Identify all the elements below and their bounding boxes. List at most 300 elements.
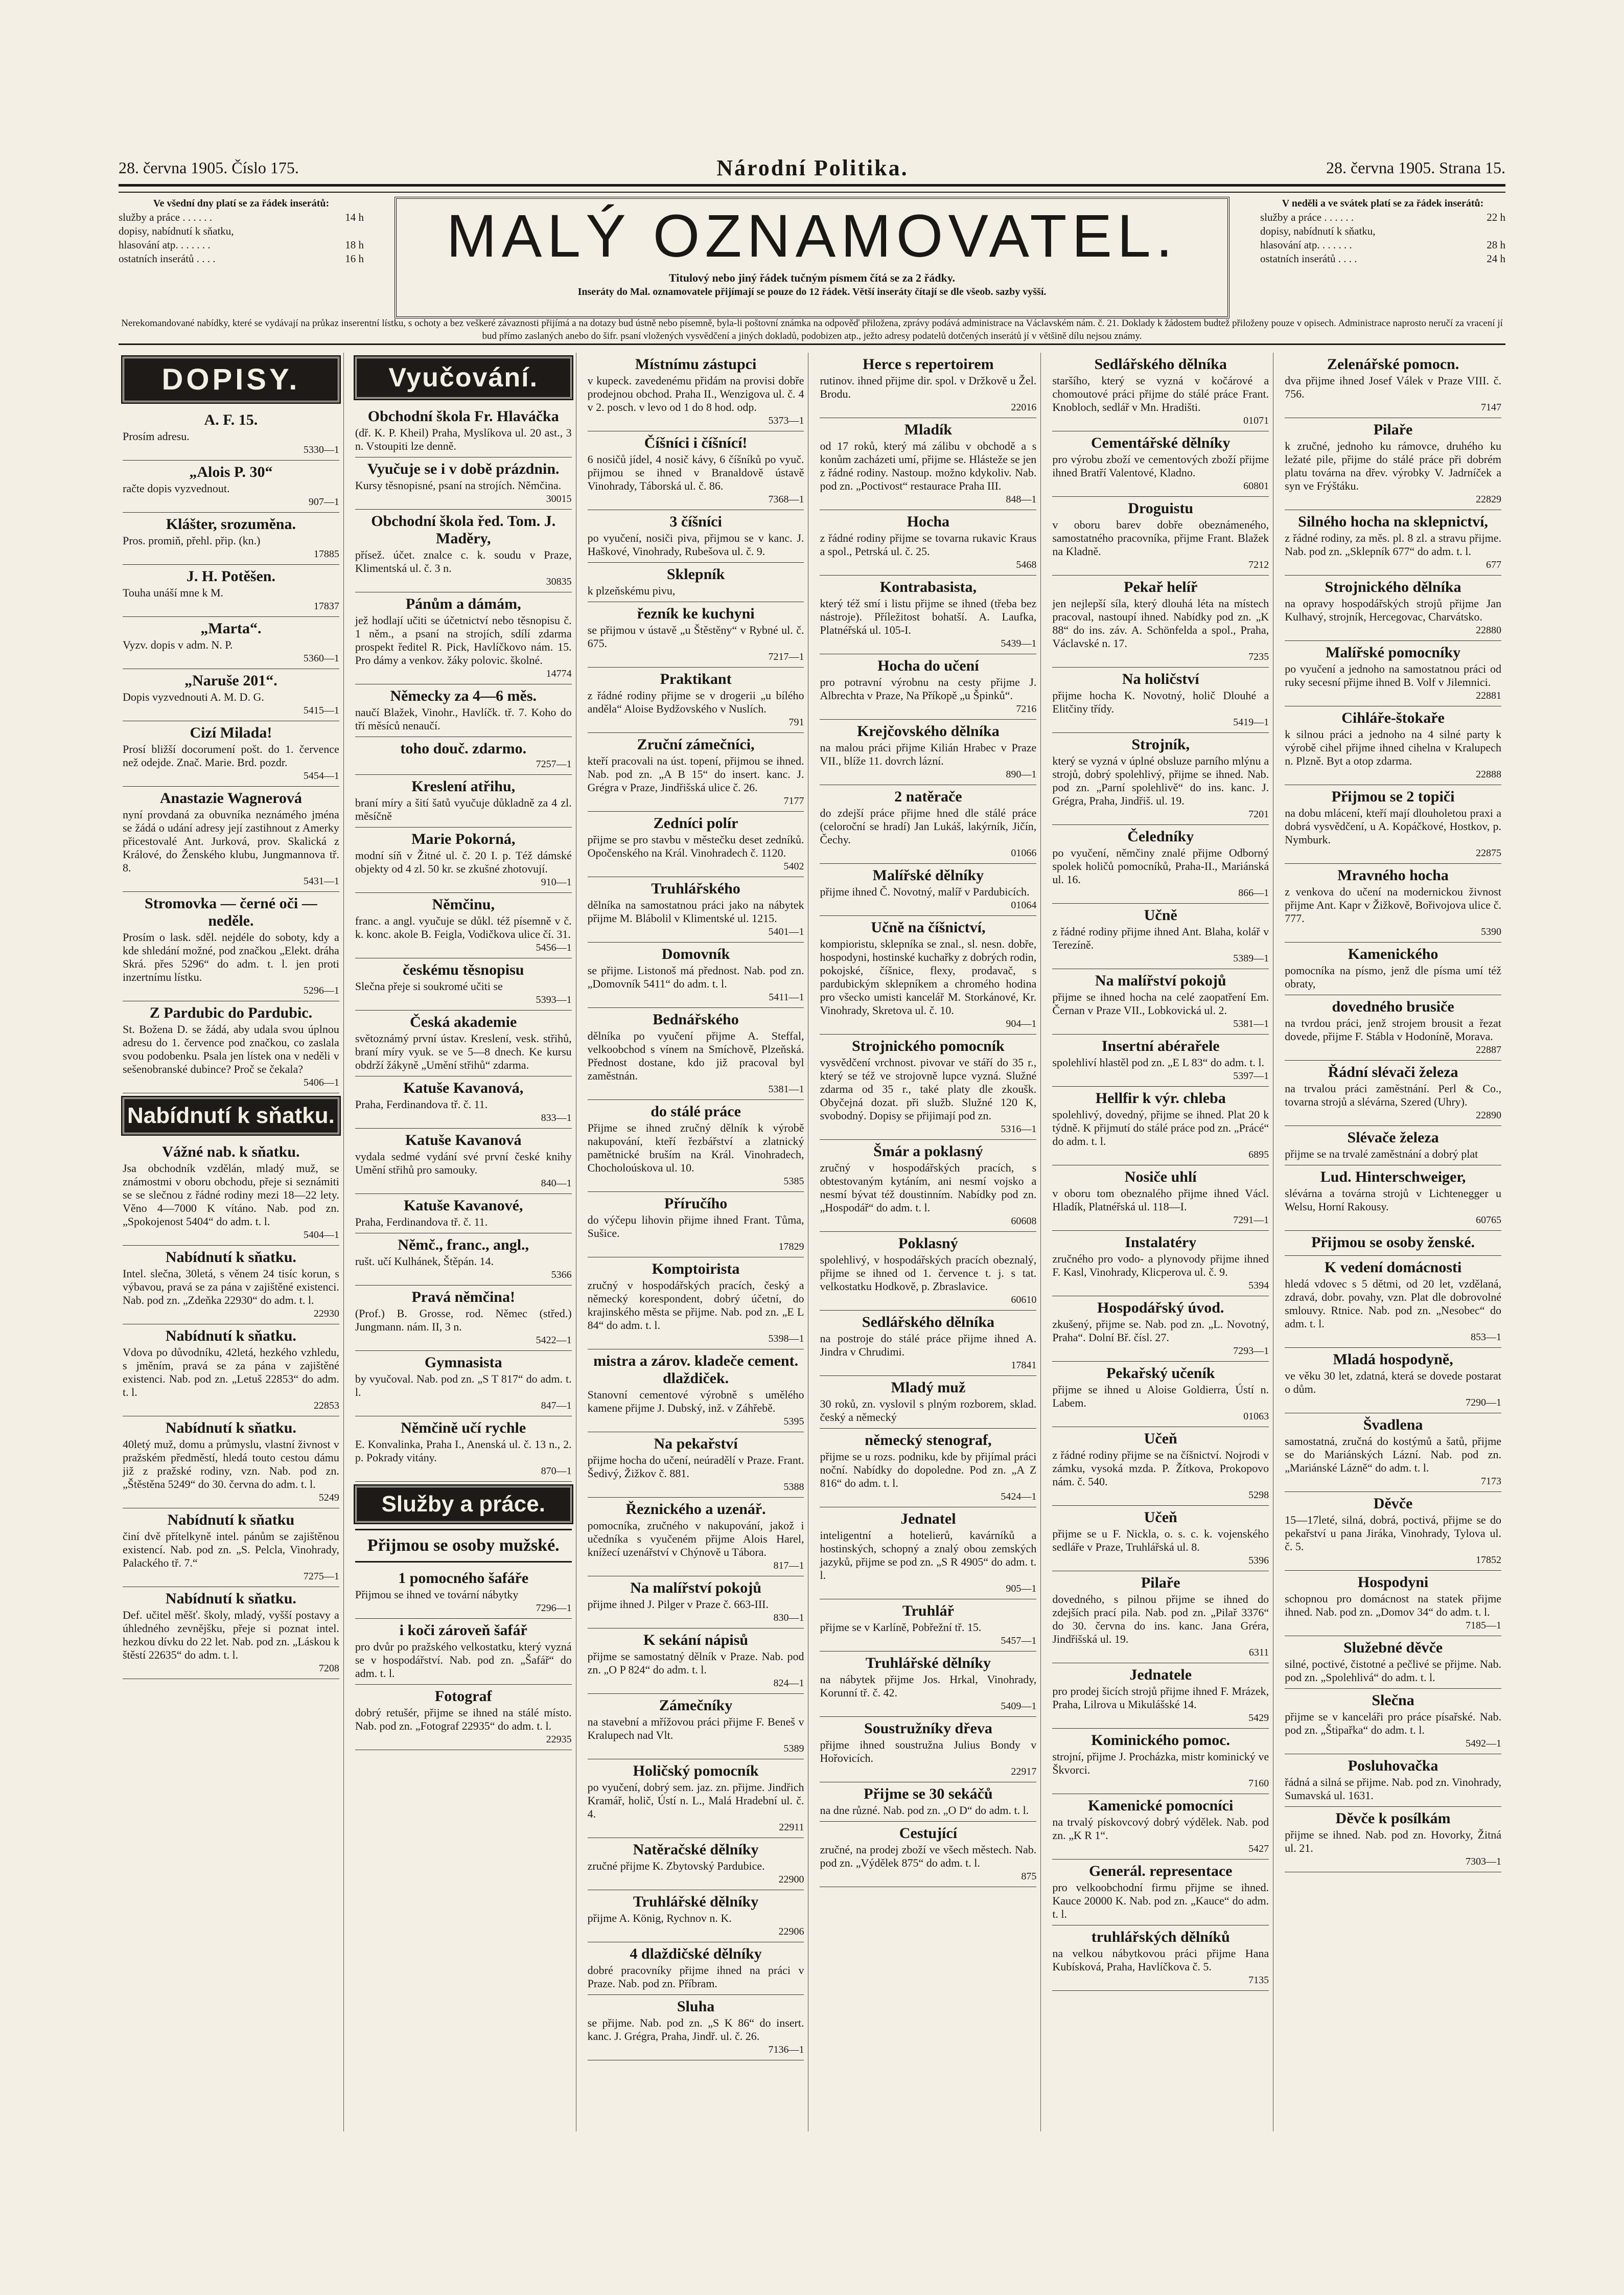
classified-ad [820, 1507, 1036, 1599]
ad-heading: Němčinu, [432, 896, 495, 913]
ad-heading: Slévače železa [1347, 1129, 1439, 1146]
ad-text: přijme se na trvalé zaměstnání a dobrý plat [1285, 1148, 1478, 1160]
ad-text: zručný v hospodářských pracích, český a německý korespondent, dobrý účetní, do krajinského města se přijme. Nab. pod zn. „E L 84“ do adm. t. l. [587, 1279, 804, 1332]
classified-ad [355, 958, 572, 1011]
ad-text: řádná a silná se přijme. Nab. pod zn. Vinohrady, Sumavská ul. 1631. [1285, 1776, 1501, 1802]
ad-code: 60765 [1475, 1214, 1501, 1226]
ad-code: 6311 [1248, 1647, 1269, 1658]
ad-text: 6 nosičů jídel, 4 nosič kávy, 6 číšníků po vyuč. přijmou se ihned v Branaldově ústavě Vinohrady, Táborská ul. č. 86. [587, 453, 804, 492]
ad-heading: Insertní abérařele [1101, 1038, 1220, 1054]
ad-code: 817—1 [773, 1560, 804, 1571]
ad-heading: Učně na číšnictví, [871, 919, 986, 936]
ad-code: 848—1 [1006, 494, 1037, 505]
classified-ad [588, 1576, 804, 1628]
ad-code: 7136—1 [768, 2044, 804, 2055]
ad-text: k silnou práci a jednoho na 4 silné party k výrobě cihel přijme ihned cihelna v Kralupech n. Plzně. Byt a otop zdarma. [1285, 728, 1501, 767]
ad-heading: Klášter, srozuměna. [166, 516, 296, 533]
classified-ad [1285, 706, 1501, 785]
classified-ad [1052, 904, 1269, 969]
ad-code: 22880 [1475, 625, 1501, 636]
classified-ad [588, 943, 804, 1008]
masthead-rules: Inseráty do Mal. oznamovatele přijímají se pouze do 12 řádek. Větší inseráty čítají se dle všeob. sazby vyšší. [577, 286, 1047, 297]
ad-heading: Soustružníky dřeva [864, 1720, 992, 1737]
ad-code: 7173 [1480, 1476, 1501, 1487]
ad-heading: Stromovka — černé oči — neděle. [145, 895, 317, 929]
classified-ad [588, 1257, 804, 1349]
ad-text: jen nejlepší síla, který dlouhá léta na místech pracoval, nastoupí ihned. Nabídky pod zn. „K 88“ do ins. záv. A. Schönfelda a spol., Praha, Václavské n. 17. [1052, 597, 1269, 650]
ad-code: 5424—1 [1001, 1491, 1037, 1502]
classified-ad [355, 1194, 572, 1233]
ad-text: jež hodlají učiti se účetnictví nebo těsnopisu č. 1 něm., a psaní na strojích, sdílí zdarma prospekt ředitel R. Pick, Havlíčkovo nám. 15. Pro dámy a venkov. žáky polovic. školné. [355, 614, 572, 667]
ad-heading: Lud. Hinterschweiger, [1320, 1168, 1466, 1185]
ad-code: 7135 [1248, 1975, 1269, 1986]
ad-code: 7368—1 [768, 494, 804, 505]
classified-ad [123, 617, 339, 669]
ad-text: 15—17leté, silná, dobrá, poctivá, přijme se do pekařství u pana Jiráka, Vinohrady, Tylova ul. č. 5. [1285, 1513, 1501, 1553]
ad-code: 7303—1 [1465, 1856, 1501, 1867]
ad-code: 7216 [1016, 703, 1037, 715]
ad-text: na velkou nábytkovou práci přijme Hana Kubísková, Praha, Havlíčkova č. 5. [1052, 1947, 1269, 1973]
ad-text: od 17 roků, který má zálibu v obchodě a s konům zacházeti umí, přijme se. Hlásteže se jen z řádné rodiny. Nastoup. možno kdykoliv. Nab. pod zn. „Poctivost“ restaurace Praha III. [820, 440, 1037, 492]
classified-ad [1052, 1571, 1269, 1663]
ad-heading: Kontrabasista, [879, 579, 977, 595]
ad-text: spolehlivý, dovedný, přijme se ihned. Plat 20 k týdně. K přijmutí do stálé práce pod zn. „Prácé“ do adm. t. l. [1052, 1108, 1269, 1148]
running-head-left: 28. června 1905. Číslo 175. [119, 158, 299, 177]
classified-ad [1285, 943, 1501, 995]
ad-text: dobrý retušér, přijme se ihned na stálé místo. Nab. pod zn. „Fotograf 22935“ do adm. t. l. [355, 1706, 572, 1732]
section-banner-marriage: Nabídnutí k sňatku. [123, 1097, 339, 1134]
ad-text: se přijme. Listonoš má přednost. Nab. pod zn. „Domovník 5411“ do adm. t. l. [587, 964, 804, 990]
ad-text: rutinov. ihned přijme dir. spol. v Držkově u Žel. Brodu. [820, 374, 1037, 400]
ad-text: z řádné rodiny přijme se v drogerii „u bílého anděla“ Aloise Bydžovského v Nuslích. [587, 689, 804, 715]
classified-ad [588, 1100, 804, 1192]
rate-weekday-label: služby a práce . . . . . . [119, 211, 213, 223]
ad-heading: Švadlena [1363, 1416, 1423, 1433]
ad-code: 7177 [783, 795, 804, 807]
classified-ad [1052, 1663, 1269, 1729]
ad-heading: Na pekařství [654, 1435, 738, 1452]
ad-heading: Cementářské dělníky [1091, 434, 1231, 451]
ad-heading: Sklepník [666, 566, 725, 583]
ad-text: přijme se samostatný dělník v Praze. Nab. pod zn. „O P 824“ do adm. t. l. [587, 1650, 804, 1676]
running-head [119, 152, 1505, 183]
ad-code: 5411—1 [769, 992, 804, 1003]
classified-ad [820, 654, 1036, 720]
ad-code: 7185—1 [1465, 1620, 1501, 1631]
ad-code: 7201 [1248, 809, 1269, 820]
ad-code: 5396 [1248, 1555, 1269, 1566]
ad-code: 22911 [779, 1822, 804, 1833]
classified-ad [123, 721, 339, 787]
ad-heading: Strojnického pomocník [852, 1038, 1005, 1054]
ad-text: přijme ihned Č. Novotný, malíř v Pardubicích. [820, 885, 1030, 898]
ad-heading: Poklasný [898, 1235, 958, 1252]
ad-heading: Děvče [1373, 1495, 1413, 1512]
ad-heading: Generál. representace [1088, 1863, 1233, 1879]
ad-text: v oboru tom obeznalého přijme ihned Václ. Hladík, Platnéřská ul. 118—I. [1052, 1187, 1269, 1213]
classified-ad [588, 1192, 804, 1257]
ad-heading: Anastazie Wagnerová [159, 790, 302, 807]
ad-heading: českému těsnopisu [402, 961, 524, 978]
ad-text: na trvalý pískovcový dobrý výdělek. Nab. pod zn. „K R 1“. [1052, 1816, 1269, 1842]
ad-text: rušt. učí Kulhánek, Štěpán. 14. [355, 1255, 494, 1268]
ad-heading: Němčině učí rychle [401, 1419, 526, 1436]
ad-code: 14774 [546, 668, 572, 679]
ad-text: přijme se v Karlíně, Pobřežní tř. 15. [820, 1621, 982, 1634]
ad-code: 5397—1 [1233, 1070, 1269, 1082]
classified-ad [820, 1311, 1036, 1376]
classified-ad [123, 513, 339, 565]
ad-heading: Nosiče uhlí [1124, 1168, 1197, 1185]
classified-ad [588, 1349, 804, 1432]
classified-ad [820, 1822, 1036, 1887]
ad-code: 7235 [1248, 651, 1269, 662]
ad-code: 7160 [1248, 1778, 1269, 1789]
classified-ad [588, 1498, 804, 1576]
ad-heading: Pánům a dámám, [405, 595, 521, 612]
classified-ad [1052, 1087, 1269, 1165]
classified-ad [820, 576, 1036, 654]
ad-text: se přijme. Nab. pod zn. „S K 86“ do insert. kanc. J. Grégra, Praha, Jindř. ul. č. 26. [587, 2016, 804, 2042]
ad-text: E. Konvalinka, Praha I., Anenská ul. č. 13 n., 2. p. Pokrady vitány. [355, 1438, 572, 1464]
ad-heading: Obchodní škola řed. Tom. J. Maděry, [371, 513, 556, 547]
ad-heading: mistra a zárov. kladeče cement. dlaždiček. [593, 1352, 799, 1387]
ad-text: Praha, Ferdinandova tř. č. 11. [355, 1098, 488, 1111]
classified-ad [588, 1628, 804, 1694]
classified-ad [123, 1140, 339, 1246]
ad-heading: Truhlářské dělníky [633, 1893, 759, 1910]
ad-heading: Vyučuje se i v době prázdnin. [367, 461, 560, 477]
ad-heading: Česká akademie [410, 1014, 517, 1030]
ad-heading: Kreslení atřihu, [411, 778, 516, 795]
ad-heading: „Naruše 201“. [184, 672, 277, 689]
section-banner: Vyučování. [355, 357, 572, 399]
ad-text: do zdejší práce přijme hned dle stálé práce (celoroční se hradí) Jan Lukáš, lakýrník, Jičín, Čechy. [820, 807, 1037, 846]
ad-heading: Sedlářského dělníka [862, 1314, 995, 1330]
classified-ad [355, 684, 572, 737]
classified-ad [588, 1838, 804, 1890]
ad-code: 5296—1 [303, 985, 339, 996]
classified-ad [355, 893, 572, 958]
ad-text: slévárna a továrna strojů v Lichtenegger u Welsu, Horní Rakousy. [1285, 1187, 1501, 1213]
ad-text: Přijme se ihned zručný dělník k výrobě nakupování, kteří řezbářství a zlatnický pamětnické bruším na Král. Vinohradech, Chocholoúskova ul. 10. [587, 1121, 804, 1174]
ad-heading: Hospodářský úvod. [1097, 1299, 1224, 1316]
ad-text: ve věku 30 let, zdatná, která se dovede postarat o dům. [1285, 1369, 1501, 1395]
ad-text: na dne různé. Nab. pod zn. „O D“ do adm. t. l. [820, 1804, 1029, 1817]
ad-heading: Malířské pomocníky [1325, 644, 1461, 661]
classified-ad [820, 916, 1036, 1035]
ad-code: 910—1 [541, 877, 572, 888]
ad-heading: Pekař helíř [1124, 579, 1198, 595]
ad-text: po vyučení, nosiči piva, přijmou se v kanc. J. Haškové, Vinohrady, Rubešova ul. č. 9. [587, 532, 804, 558]
title-frame [395, 197, 1229, 318]
ad-heading: Německy za 4—6 měs. [390, 687, 537, 704]
ad-code: 904—1 [1006, 1018, 1037, 1029]
ad-heading: Nabídnutí k sňatku. [165, 1249, 296, 1266]
classified-ad [588, 602, 804, 668]
ad-heading: Truhlář [902, 1602, 954, 1619]
rate-holiday-label: služby a práce . . . . . . [1260, 211, 1354, 223]
classified-ad [1052, 1035, 1269, 1087]
classified-ad [355, 1233, 572, 1286]
classified-ad [1285, 1571, 1501, 1636]
ad-heading: Zelenářské pomocn. [1327, 356, 1459, 373]
ad-text: (Prof.) B. Grosse, rod. Němec (střed.) Jungmann. nám. II, 3 n. [355, 1307, 572, 1333]
rates-holiday [1260, 197, 1505, 314]
ad-text: pro výrobu zboží ve cementových zboží přijme ihned Bratří Valentové, Kladno. [1052, 453, 1269, 479]
classified-ad [588, 1694, 804, 1759]
ad-code: 17837 [313, 601, 339, 612]
ad-text: kompioristu, sklepníka se znal., sl. nesn. dobře, hospodyni, hostinské kuchařky z dobrých rodin, pokojské, číšnice, flexy, prodavač, s pardubickým sklepníkem a chromého hodina pro všecko umisti kancelář M. Storkánové, Kr. Vinohrady, Skretova ul. č. 10. [820, 937, 1037, 1017]
classified-ad [123, 669, 339, 721]
rate-weekday-price: 16 h [345, 253, 364, 265]
ad-heading: Mravného hocha [1337, 867, 1449, 884]
ad-code: 5388 [783, 1481, 804, 1493]
classified-ad [1052, 1506, 1269, 1571]
classified-ad [1285, 576, 1501, 641]
ad-code: 5429 [1248, 1712, 1269, 1724]
ad-heading: Učeň [1144, 1430, 1177, 1447]
classified-ad [1052, 1362, 1269, 1427]
ad-code: 5360—1 [303, 653, 339, 664]
ad-code: 5393—1 [536, 994, 572, 1005]
ad-code: 17885 [313, 548, 339, 560]
classified-ad [1285, 641, 1501, 706]
ad-code: 677 [1486, 559, 1501, 570]
classified-ad [355, 828, 572, 893]
classified-ad [355, 457, 572, 510]
ad-code: 7212 [1248, 559, 1269, 570]
classified-ad [588, 812, 804, 877]
ad-text: pro dvůr po pražského velkostatku, který vyzná se v hospodářství. Nab. pod zn. „Šafář“ do adm. t. l. [355, 1640, 572, 1680]
classified-ad [355, 1286, 572, 1351]
ad-text: dovedného, s pilnou přijme se ihned do zdejších prací pila. Nab. pod zn. „Pilař 3376“ do 30. června do ins. kanc. Jana Gréra, Jindřišská ul. 19. [1052, 1593, 1269, 1645]
ad-heading: Cizí Milada! [190, 724, 272, 741]
ad-code: 22888 [1475, 769, 1501, 780]
ad-text: světoznámý první ústav. Kreslení, vesk. střihů, braní míry vyuk. se ve 5—8 dnech. Ke kursu obdrží žákyně „Umění střihů“ zdarma. [355, 1032, 572, 1071]
classified-ad [820, 864, 1036, 916]
ad-text: přijme hocha do učení, neúradělí v Praze. Frant. Šedivý, Žižkov č. 881. [587, 1454, 804, 1480]
ad-code: 22900 [778, 1874, 804, 1885]
ad-heading: „Alois P. 30“ [189, 464, 273, 480]
classified-ad [123, 565, 339, 617]
ad-heading: Příručího [664, 1195, 728, 1212]
ad-heading: Zruční zámečníci, [637, 736, 755, 753]
rates-holiday-title: V neděli a ve svátek platí se za řádek inserátů: [1282, 198, 1484, 209]
ad-text: v oboru barev dobře obeznámeného, samostatného pracovníka, přijme Frant. Blažek na Kladně. [1052, 518, 1269, 558]
ad-code: 7257—1 [536, 759, 572, 770]
ad-text: braní míry a šití šatů vyučuje důkladně za 4 zl. měsíčně [355, 796, 572, 822]
ad-text: na trvalou práci zaměstnání. Perl & Co., tovarna strojů a slévárna, Szered (Uhry). [1285, 1082, 1501, 1108]
ad-code: 60608 [1011, 1215, 1037, 1227]
ad-heading: Zedníci polír [653, 815, 738, 832]
ad-heading: Kamenické pomocníci [1088, 1797, 1234, 1814]
ad-code: 17841 [1011, 1360, 1037, 1371]
rates-weekday-title: Ve všední dny platí se za řádek inserátů: [153, 198, 330, 209]
classified-ad [1285, 1348, 1501, 1413]
ad-text: který se vyzná v úplné obsluze parního mlýnu a strojů, dobrý spolehlivý, přijme se ihned. Nab. pod zn. „Parní spolehlivě“ do ins. kanc. J. Grégra, Praha, Jindřiš. ul. 19. [1052, 754, 1269, 807]
ad-code: 5457—1 [1001, 1635, 1037, 1646]
ad-code: 847—1 [541, 1400, 572, 1411]
classified-ad [1052, 1165, 1269, 1231]
ad-text: na opravy hospodářských strojů přijme Jan Kulhavý, strojník, Hercegovac, Charvátsko. [1285, 597, 1501, 623]
ad-heading: Gymnasista [424, 1354, 502, 1371]
classified-ad [1285, 1636, 1501, 1689]
ad-heading: Jednatel [900, 1510, 956, 1527]
ad-code: 5398—1 [768, 1333, 804, 1344]
ad-text: (dř. K. P. Kheil) Praha, Myslíkova ul. 20 ast., 3 n. Vstoupiti lze denně. [355, 426, 572, 452]
ad-text: pomocníka na písmo, jenž dle písma umí též obraty, [1285, 964, 1501, 990]
classified-ad [355, 1011, 572, 1076]
ad-code: 791 [788, 717, 804, 728]
ad-text: inteligentní a hotelierů, kavárníků a hostinských, schopný a znalý obou zemských jazyků, přijme se pod zn. „S R 4905“ do adm. t. l. [820, 1529, 1037, 1581]
ad-text: 30 roků, zn. vyslovil s plným rozborem, sklad. český a německý [820, 1397, 1037, 1424]
ad-text: přijme hocha K. Novotný, holič Dlouhé a Elitčiny třídy. [1052, 689, 1269, 715]
ad-code: 853—1 [1470, 1332, 1501, 1343]
ad-heading: 4 dlaždičské dělníky [630, 1945, 762, 1962]
classified-ad [820, 785, 1036, 864]
ad-text: přijme se ihned u Aloise Goldierra, Ústí n. Labem. [1052, 1383, 1269, 1409]
ad-text: silné, poctivé, čistotné a pečlivé se přijme. Nab. pod zn. „Spolehlivá“ do adm. t. l. [1285, 1658, 1501, 1684]
ad-text: nyní provdaná za obuvníka neznámého jména se žádá o udání adresy její zastihnout z Amerky přicestovalé Ant. Jurková, prov. Skalická z Králové, do Ženského klubu, Jungmannova tř. 8. [123, 808, 339, 874]
ad-code: 7275—1 [303, 1571, 339, 1582]
classified-ad [1052, 1860, 1269, 1925]
ad-text: přijme se v kanceláři pro práce písařské. Nab. pod zn. „Štipařka“ do adm. t. l. [1285, 1710, 1501, 1736]
ad-text: Stanovní cementové výrobně s umělého kamene přijme J. Dubský, inž. v Záhřebě. [587, 1388, 804, 1414]
ad-code: 30835 [546, 576, 572, 587]
ad-code: 22890 [1475, 1110, 1501, 1121]
ad-heading: Mladý muž [891, 1379, 966, 1396]
classified-ad [355, 737, 572, 775]
ad-heading: Cihláře-štokaře [1341, 709, 1445, 726]
classified-ad [820, 510, 1036, 576]
ad-heading: Pilaře [1141, 1574, 1180, 1591]
ad-heading: J. H. Potěšen. [186, 568, 275, 585]
ad-heading: řezník ke kuchyni [637, 605, 755, 622]
ad-code: 5492—1 [1465, 1738, 1501, 1749]
ad-heading: i koči zároveň šafář [399, 1622, 527, 1639]
section-title: MALÝ OZNAMOVATEL. [446, 202, 1178, 270]
ad-heading: Krejčovského dělníka [857, 723, 1000, 740]
ad-text: zručného pro vodo- a plynovody přijme ihned F. Kasl, Vinohrady, Klicperova ul. č. 9. [1052, 1252, 1269, 1278]
ad-code: 5385 [783, 1176, 804, 1187]
ad-text: pro potravní výrobnu na cesty přijme J. Albrechta v Praze, Na Příkopě „u Špinků“. [820, 676, 1037, 702]
ad-heading: Jednatele [1129, 1666, 1192, 1683]
ad-heading: toho douč. zdarmo. [400, 740, 527, 757]
classified-ad [588, 668, 804, 733]
classified-ad [1052, 576, 1269, 668]
ad-code: 5415—1 [303, 705, 339, 716]
ad-text: pro prodej šicích strojů přijme ihned F. Mrázek, Praha, Lilrova u Mikulášské 14. [1052, 1685, 1269, 1711]
classified-ad [355, 1416, 572, 1482]
ad-heading: Katuše Kavanové, [404, 1197, 523, 1214]
ad-code: 22881 [1475, 690, 1501, 701]
ad-code: 01066 [1011, 847, 1037, 859]
ad-code: 5381—1 [1233, 1018, 1269, 1029]
ad-code: 5298 [1248, 1489, 1269, 1501]
ad-text: Prosí bližší docorumení pošt. do 1. července než odejde. Znač. Marie. Brd. pozdr. [123, 743, 339, 769]
column-2 [351, 353, 576, 2131]
ad-heading: Fotograf [434, 1688, 492, 1705]
ad-heading: Služebné děvče [1343, 1639, 1443, 1656]
classified-ad [1052, 825, 1269, 904]
ad-text: Dopis vyzvednouti A. M. D. G. [123, 691, 264, 703]
ad-heading: Hocha [907, 513, 950, 530]
ad-heading: německý stenograf, [865, 1432, 992, 1449]
ad-code: 870—1 [541, 1465, 572, 1477]
ad-code: 30015 [546, 493, 572, 504]
ad-code: 22906 [778, 1926, 804, 1937]
classified-ad [1052, 431, 1269, 497]
ad-code: 840—1 [541, 1178, 572, 1189]
ad-code: 5395 [783, 1416, 804, 1427]
ad-heading: 3 číšníci [669, 513, 722, 530]
ad-code: 5406—1 [303, 1077, 339, 1088]
classifieds-columns [119, 353, 1505, 2131]
classified-ad [588, 1432, 804, 1498]
ad-text: na nábytek přijme Jos. Hrkal, Vinohrady, Korunní tř. č. 42. [820, 1673, 1037, 1699]
ad-heading: 2 natěrače [894, 788, 962, 805]
ad-heading: Hospodyni [1357, 1574, 1429, 1591]
classified-ad [1052, 668, 1269, 733]
ad-heading: do stálé práce [651, 1103, 741, 1120]
ad-code: 5390 [1480, 926, 1501, 937]
ad-text: přijme se ihned hocha na celé zaopatření Em. Černan v Praze VII., Lobkovická ul. 2. [1052, 991, 1269, 1017]
ad-heading: Katuše Kavanová [405, 1132, 522, 1149]
ad-text: Slečna přeje si soukromé učiti se [355, 980, 503, 993]
ad-code: 5409—1 [1001, 1701, 1037, 1712]
ad-text: po vyučení, dobrý sem. jaz. zn. přijme. Jindřich Kramář, holič, Ústí n. L., Malá Hradební ul. č. 4. [587, 1781, 804, 1820]
ad-heading: Katuše Kavanová, [403, 1080, 524, 1096]
classified-ad [1285, 1807, 1501, 1872]
rate-holiday-price: 28 h [1487, 239, 1505, 251]
ad-code: 5422—1 [536, 1335, 572, 1346]
classified-ad [1052, 1925, 1269, 1991]
classified-ad [1285, 1231, 1501, 1256]
ad-heading: Slečna [1372, 1692, 1414, 1709]
ad-text: k zručné, jednoho ku rámovce, druhého ku ležaté pile, přijme do stálé práce při dobrém platu továrna na dřev. výrobky V. Jadrníček a syn ve Frýštáku. [1285, 440, 1501, 492]
ad-code: 5456—1 [536, 942, 572, 953]
ad-text: na dobu mlácení, kteří mají dlouholetou praxi a dobrá vysvědčení, u A. Kopáčkové, Hostkov, p. Nymburk. [1285, 807, 1501, 846]
classified-ad [820, 720, 1036, 785]
classified-ad [1285, 864, 1501, 943]
ad-code: 907—1 [308, 496, 339, 508]
ad-text: franc. a angl. vyučuje se důkl. též písemně v č. k. konc. akole B. Feigla, Vodičkova ulice čí. 31. [355, 914, 572, 940]
ad-code: 905—1 [1006, 1583, 1037, 1594]
ad-code: 22829 [1475, 494, 1501, 505]
column-1 [119, 353, 344, 2131]
classified-ad [1285, 1754, 1501, 1807]
ad-text: staršího, který se vyzná v kočárové a chomoutové práci přijme do stálé práce Frant. Knobloch, sedlář v Mn. Hradišti. [1052, 374, 1269, 414]
classified-ad [355, 1351, 572, 1416]
ad-code: 7291—1 [1233, 1214, 1269, 1226]
ad-heading: Pravá němčina! [411, 1289, 515, 1305]
ad-text: zkušený, přijme se. Nab. pod zn. „L. Novotný, Praha“. Dolní Bř. čísl. 27. [1052, 1318, 1269, 1344]
ad-heading: Řeznického a uzenář. [625, 1501, 766, 1518]
classified-ad [588, 877, 804, 943]
classified-ad [123, 408, 339, 461]
classified-ad [1285, 1165, 1501, 1231]
rate-weekday-price: 18 h [345, 239, 364, 251]
ad-heading: 1 pomocného šafáře [398, 1570, 529, 1587]
ad-text: přijme se u F. Nickla, o. s. c. k. vojenského sedláře v Praze, Truhlářská ul. 8. [1052, 1527, 1269, 1553]
classified-ad [1052, 733, 1269, 825]
ad-heading: Mladík [904, 421, 953, 438]
ad-text: spolehlivý, v hospodářských pracích obeznalý, přijme se ihned od 1. července t. j. s tat. velkostatku Hodkově, p. Zbraslavice. [820, 1253, 1037, 1293]
classified-ad [820, 1429, 1036, 1507]
ad-heading: Posluhovačka [1348, 1757, 1439, 1774]
ad-text: pro velkoobchodní firmu přijme se ihned. Kauce 20000 K. Nab. pod zn. „Kauce“ do adm. t. l. [1052, 1881, 1269, 1920]
